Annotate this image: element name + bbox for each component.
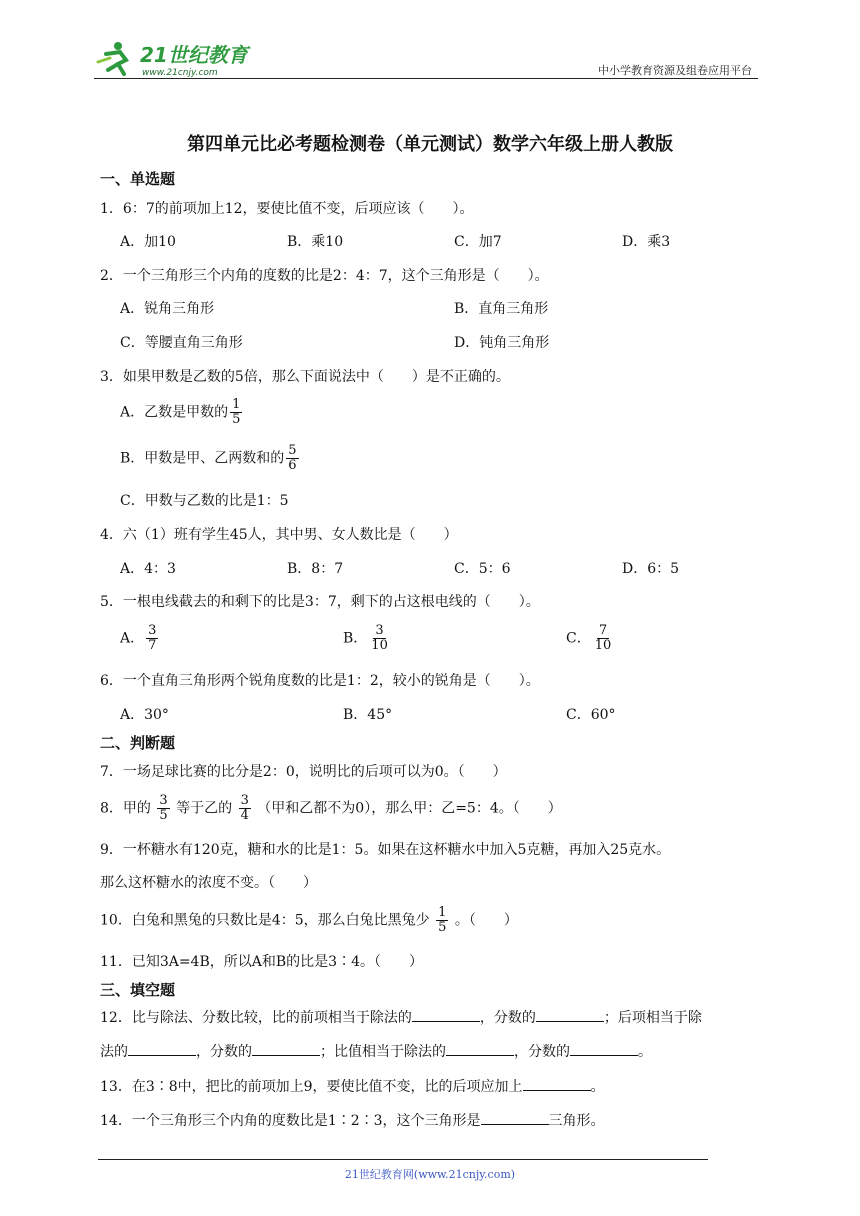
answer-blank[interactable] [523,1076,591,1091]
question-4-stem: 4．六（1）班有学生45人，其中男、女人数比是（ ） [100,527,458,543]
question-12-line-2: 法的 ，分数的 ；比值相当于除法的 ，分数的 。 [100,1041,652,1061]
question-1-option-c: C．加7 [454,234,502,250]
answer-blank[interactable] [252,1041,320,1056]
question-3-option-c: C．甲数与乙数的比是1：5 [120,493,289,509]
fraction: $\frac{5}{6}$ [288,443,297,473]
question-3-stem: 3．如果甲数是乙数的5倍，那么下面说法中（ ）是不正确的。 [100,369,510,385]
section-heading-fill-in: 三、填空题 [100,981,176,999]
footer-divider [98,1159,708,1160]
answer-blank[interactable] [446,1041,514,1056]
question-9-line-2: 那么这杯糖水的浓度不变。（ ） [100,875,317,891]
page-title: 第四单元比必考题检测卷（单元测试）数学六年级上册人教版 [187,134,673,155]
fraction: $\frac{3}{4}$ [240,793,249,823]
answer-blank[interactable] [481,1110,549,1125]
answer-blank[interactable] [570,1041,638,1056]
question-2-stem: 2．一个三角形三个内角的度数的比是2：4：7，这个三角形是（ ）。 [100,268,549,284]
question-2-option-c: C．等腰直角三角形 [120,335,243,351]
logo-text: 21世纪教育 [140,43,248,67]
header-divider [94,78,758,79]
answer-blank[interactable] [412,1007,480,1022]
question-12-line-1: 12．比与除法、分数比较，比的前项相当于除法的 ，分数的 ；后项相当于除 [100,1007,702,1027]
answer-blank[interactable] [128,1041,196,1056]
question-6-option-a: A．30° [120,707,169,723]
question-1-stem: 1．6：7的前项加上12，要使比值不变，后项应该（ ）。 [100,201,474,217]
question-4-option-d: D．6：5 [622,561,680,577]
question-4-option-c: C．5：6 [454,561,511,577]
question-6-stem: 6．一个直角三角形两个锐角度数的比是1：2，较小的锐角是（ ）。 [100,673,540,689]
platform-label: 中小学教育资源及组卷应用平台 [598,64,752,77]
answer-blank[interactable] [536,1007,604,1022]
option-text: B．甲数是甲、乙两数和的 [120,450,285,467]
fraction: $\frac{3}{5}$ [159,793,168,823]
question-1-option-b: B．乘10 [287,234,344,250]
fraction: $\frac{3}{10}$ [371,623,388,653]
question-5-stem: 5．一根电线截去的和剩下的比是3：7，剩下的占这根电线的（ ）。 [100,594,540,610]
question-5-option-a: A． $\frac{3}{7}$ [120,623,157,653]
question-13: 13．在3∶8中，把比的前项加上9，要使比值不变，比的后项应加上 。 [100,1076,605,1096]
fraction: $\frac{1}{5}$ [438,905,447,935]
question-9-line-1: 9．一杯糖水有120克，糖和水的比是1：5。如果在这杯糖水中加入5克糖，再加入25克水。 [100,842,671,858]
question-5-option-c: C． $\frac{7}{10}$ [566,623,612,653]
site-logo [96,38,266,80]
question-6-option-c: C．60° [566,707,616,723]
question-4-option-b: B．8：7 [287,561,344,577]
fraction: $\frac{3}{7}$ [148,623,157,653]
question-2-option-a: A．锐角三角形 [120,301,215,317]
logo-url: www.21cnjy.com [142,68,218,78]
footer-link[interactable]: 21世纪教育网(www.21cnjy.com) [344,1168,516,1181]
question-2-option-b: B．直角三角形 [454,301,549,317]
fraction: $\frac{7}{10}$ [594,623,612,653]
question-3-option-b [120,444,301,473]
question-2-option-d: D．钝角三角形 [454,335,550,351]
question-10: 10．白兔和黑兔的只数比是4：5，那么白兔比黑兔少 $\frac{1}{5}$ 。（ ） [100,905,518,935]
option-text: A．乙数是甲数的 [120,404,229,421]
question-4-option-a: A．4：3 [120,561,176,577]
question-6-option-b: B．45° [343,707,393,723]
question-1-option-d: D．乘3 [622,234,671,250]
section-heading-single-choice: 一、单选题 [100,170,176,188]
section-heading-true-false: 二、判断题 [100,734,176,752]
question-7: 7．一场足球比赛的比分是2：0，说明比的后项可以为0。（ ） [100,764,507,780]
question-1-option-a: A．加10 [120,234,176,250]
runner-icon [98,42,126,74]
question-14: 14．一个三角形三个内角的度数比是1∶2∶3，这个三角形是 三角形。 [100,1110,605,1130]
fraction: $\frac{1}{5}$ [232,397,241,427]
question-8: 8．甲的 $\frac{3}{5}$ 等于乙的 $\frac{3}{4}$ （甲和乙都不为0），那么甲：乙=5：4。（ ） [100,793,562,823]
question-11: 11．已知3A=4B，所以A和B的比是3∶4。（ ） [100,954,423,970]
question-3-option-a [120,398,244,427]
question-5-option-b: B． $\frac{3}{10}$ [343,623,388,653]
